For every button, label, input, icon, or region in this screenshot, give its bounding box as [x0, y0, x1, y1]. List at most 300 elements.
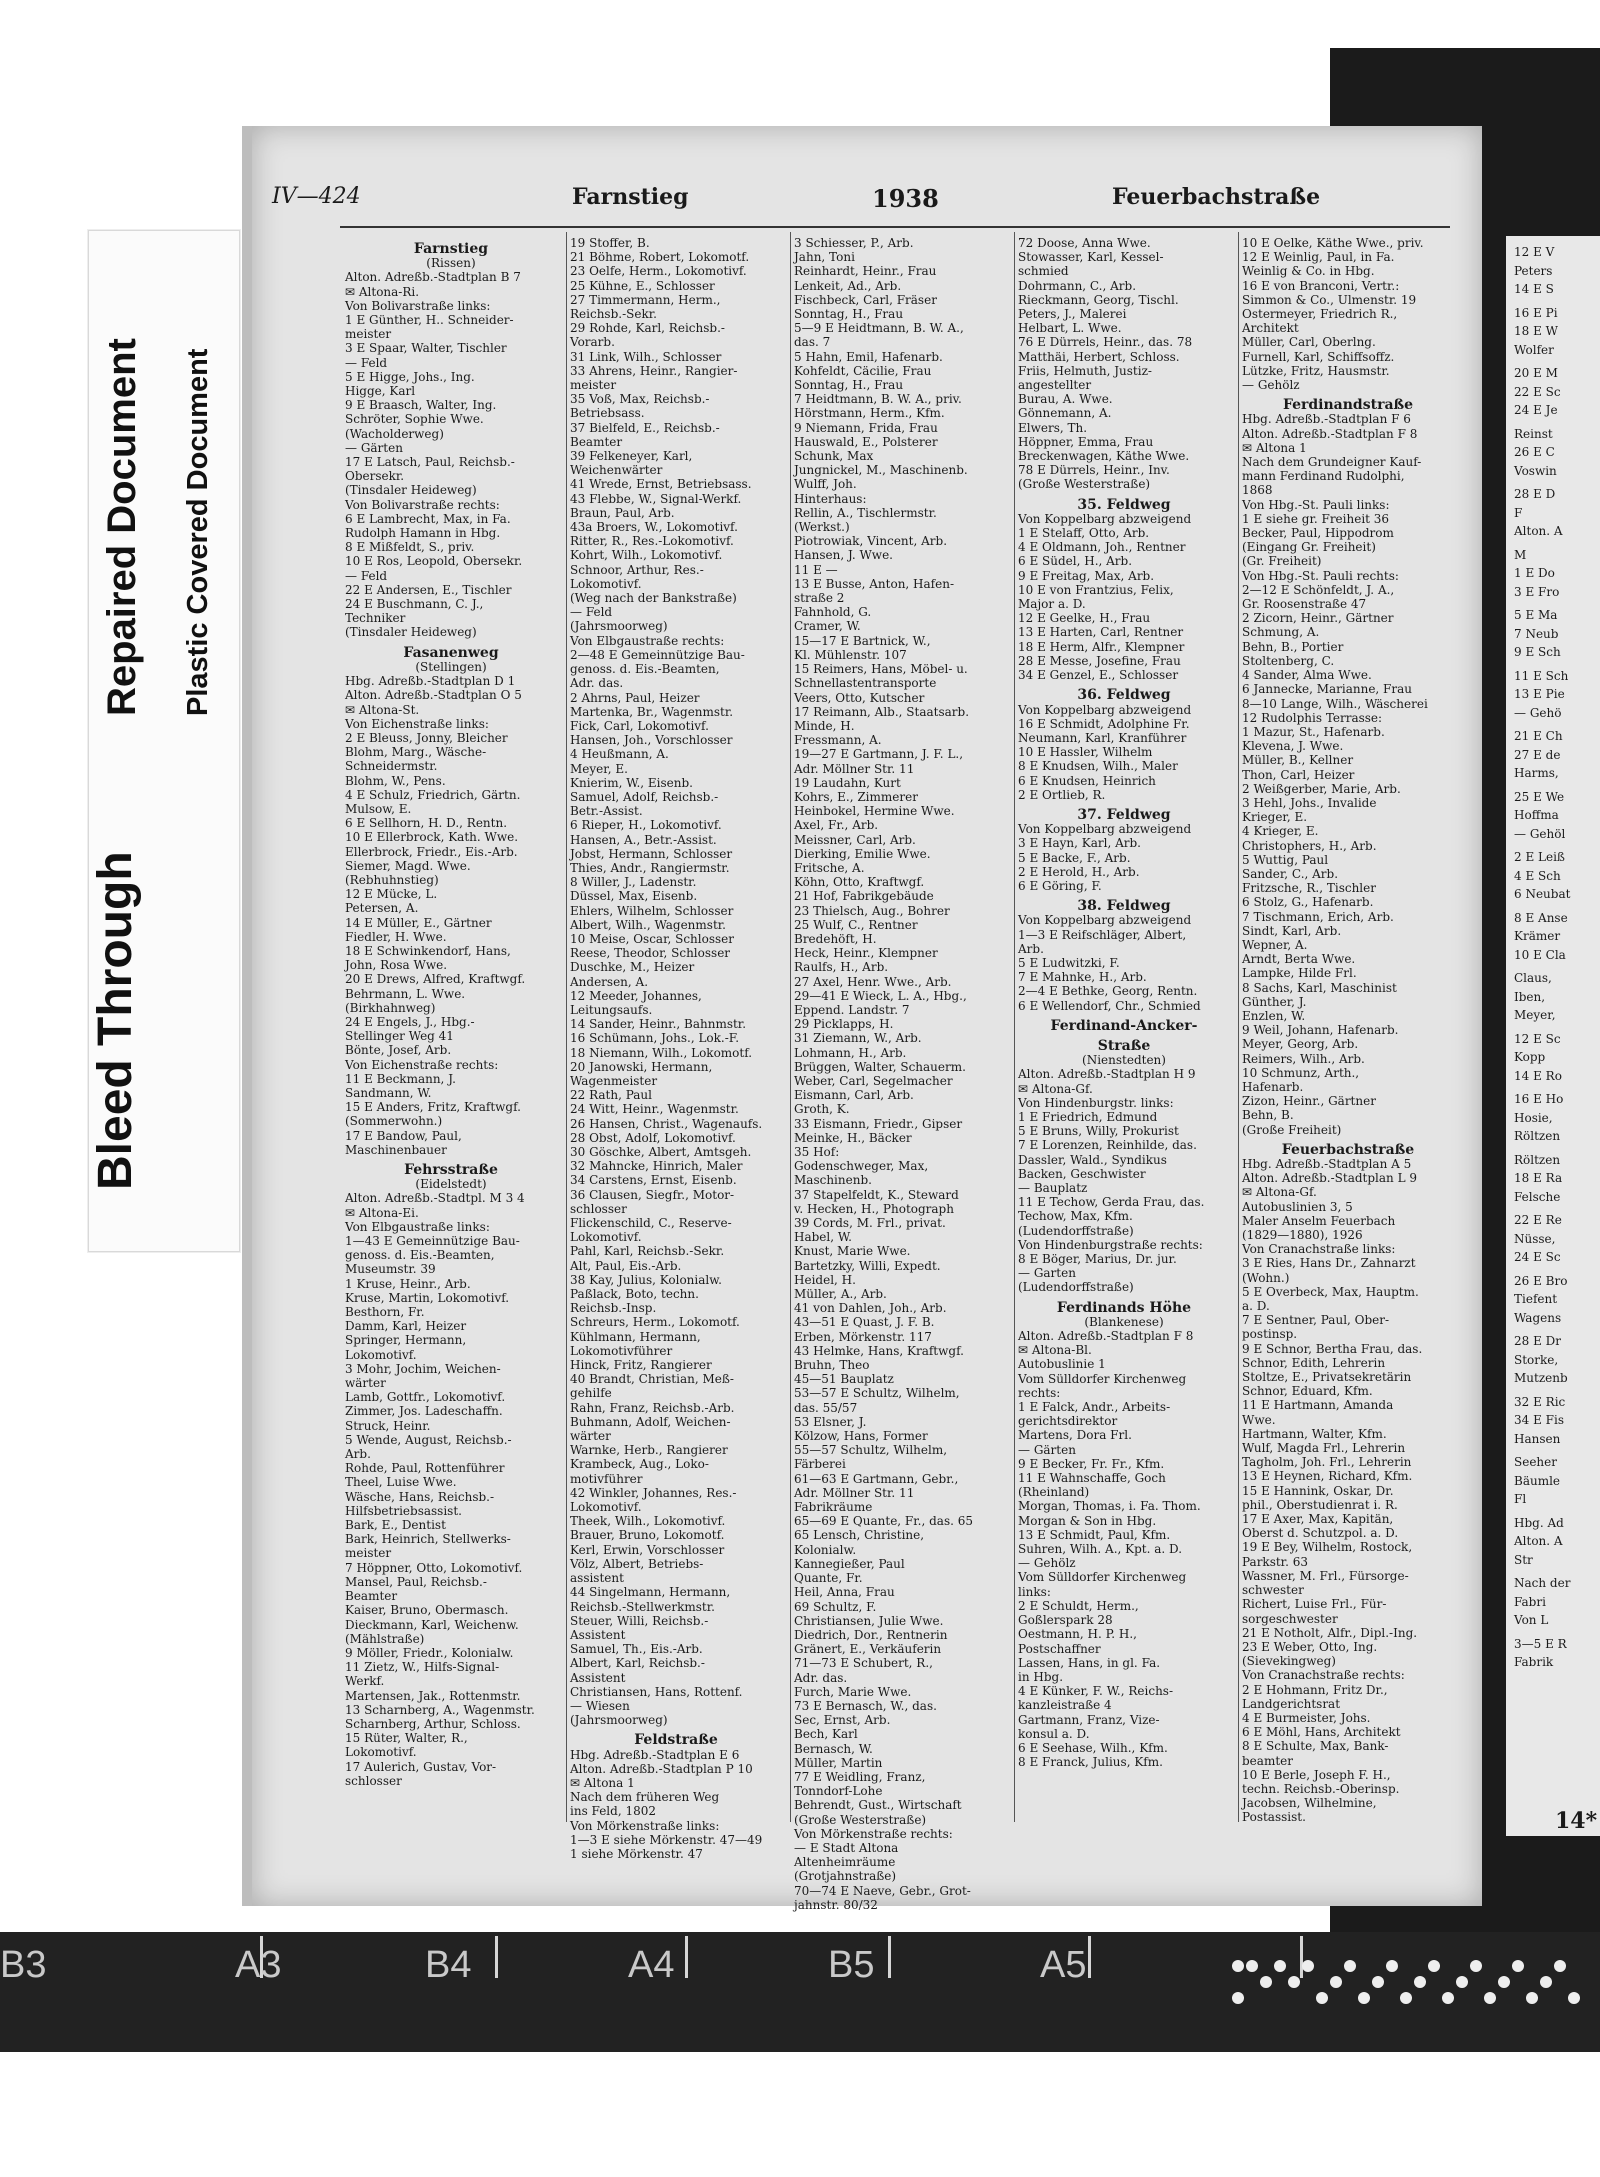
directory-entry: Siemer, Magd. Wwe. [345, 858, 471, 873]
fragment-entry: 7 Neub [1514, 626, 1559, 641]
directory-entry: Veers, Otto, Kutscher [794, 690, 925, 705]
fragment-entry: 18 E W [1514, 324, 1558, 338]
calibration-dot [1386, 1960, 1398, 1972]
directory-entry: 11 Zietz, W., Hilfs-Signal- [345, 1660, 500, 1675]
directory-entry: Sander, C., Arb. [1242, 866, 1339, 881]
directory-entry: 3 Schiesser, P., Arb. [794, 236, 914, 250]
scale-label: B3 [0, 1944, 47, 1986]
directory-entry: 10 E Hassler, Wilhelm [1018, 745, 1153, 760]
directory-entry: 28 E Messe, Josefine, Frau [1018, 653, 1181, 668]
directory-entry: Wulff, Joh. [794, 477, 857, 492]
fragment-entry: Röltzen [1514, 1129, 1561, 1143]
directory-entry: Fabrikräume [794, 1500, 873, 1515]
calibration-dot [1568, 1992, 1580, 2004]
directory-entry: 10 E Ros, Leopold, Obersekr. [345, 554, 523, 569]
directory-entry: — Feld [345, 568, 388, 583]
directory-entry: Bönte, Josef, Arb. [345, 1043, 452, 1058]
year-heading: 1938 [872, 184, 939, 213]
directory-entry: Vom Sülldorfer Kirchenweg [1018, 1371, 1187, 1386]
directory-entry: 9 E Becker, Fr. Fr., Kfm. [1018, 1456, 1165, 1471]
repaired-document-label: Repaired Document [100, 338, 144, 716]
directory-entry: (Gr. Freiheit) [1242, 554, 1322, 569]
directory-entry: Bartetzky, Willi, Expedt. [794, 1258, 941, 1273]
directory-entry: Müller, A., Arb. [794, 1287, 887, 1302]
directory-entry: 18 E Herm, Alfr., Klempner [1018, 639, 1185, 654]
directory-entry: 5 Wende, August, Reichsb.- [345, 1432, 512, 1447]
directory-entry: Behrendt, Gust., Wirtschaft [794, 1798, 962, 1813]
fragment-entry: 24 E Sc [1514, 1250, 1561, 1264]
directory-entry: 12 E Weinlig, Paul, in Fa. [1242, 250, 1395, 265]
fragment-entry: 14 E Ro [1514, 1068, 1562, 1083]
directory-entry: Tonndorf-Lohe [794, 1784, 883, 1799]
directory-entry: 23 Oelfe, Herm., Lokomotivf. [570, 264, 747, 279]
directory-entry: 43—51 E Quast, J. F. B. [794, 1315, 935, 1330]
directory-entry: Postassist. [1242, 1810, 1306, 1825]
directory-entry: 29 Picklapps, H. [794, 1017, 894, 1032]
directory-entry: 9 Möller, Friedr., Kolonialw. [345, 1645, 514, 1660]
directory-entry: 36 Clausen, Siegfr., Motor- [570, 1187, 735, 1202]
fragment-entry: 28 E D [1514, 487, 1556, 501]
directory-entry: 14 Sander, Heinr., Bahnmstr. [570, 1017, 747, 1032]
directory-entry: Martensen, Jak., Rottenmstr. [345, 1688, 521, 1703]
calibration-dot [1484, 1992, 1496, 2004]
directory-entry: techn. Reichsb.-Oberinsp. [1242, 1781, 1400, 1796]
directory-entry: Fahnhold, G. [794, 605, 872, 620]
calibration-dot [1316, 1992, 1328, 2004]
directory-entry: (Birkhahnweg) [345, 1000, 436, 1015]
directory-entry: 31 Ziemann, W., Arb. [794, 1031, 922, 1046]
fragment-entry: 22 E Re [1514, 1213, 1562, 1227]
directory-entry: das. 55/57 [794, 1400, 858, 1415]
directory-entry: Architekt [1242, 321, 1299, 336]
directory-entry: Fritsche, A. [794, 860, 865, 875]
directory-entry: postinsp. [1242, 1327, 1298, 1342]
scale-tick [888, 1936, 891, 1978]
directory-entry: Lokomotivführer [570, 1343, 673, 1358]
directory-entry: Kl. Mühlenstr. 107 [794, 647, 907, 662]
directory-entry: Adr. Möllner Str. 11 [794, 761, 915, 776]
calibration-dot [1526, 1992, 1538, 2004]
directory-entry: Autobuslinie 1 [1018, 1357, 1106, 1372]
directory-entry: 5 E Backe, F., Arb. [1018, 850, 1131, 865]
directory-entry: meister [570, 378, 617, 393]
fragment-entry: M [1514, 547, 1527, 562]
directory-entry: 2 E Bleuss, Jonny, Bleicher [345, 730, 508, 745]
fragment-entry: 6 Neubat [1514, 887, 1571, 901]
directory-entry: Nach dem früheren Weg [570, 1790, 720, 1805]
street-heading: 36. Feldweg [1077, 687, 1171, 704]
fragment-entry: 11 E Sch [1514, 668, 1569, 683]
street-heading: Ferdinand-Ancker- [1050, 1017, 1198, 1034]
directory-entry: Landgerichtsrat [1242, 1696, 1341, 1711]
calibration-dot [1246, 1960, 1258, 1972]
fragment-entry: Von L [1514, 1613, 1549, 1627]
directory-entry: schwester [1242, 1583, 1304, 1598]
directory-entry: — Gehölz [1018, 1556, 1076, 1571]
directory-entry: (Sommerwohn.) [345, 1114, 443, 1129]
fragment-entry: Fabri [1514, 1594, 1546, 1609]
directory-entry: 4 Krieger, E. [1242, 824, 1319, 839]
directory-entry: Furnell, Karl, Schiffsoffz. [1242, 349, 1395, 364]
directory-entry: Altenheimräume [794, 1855, 896, 1870]
directory-entry: 28 Obst, Adolf, Lokomotivf. [570, 1130, 736, 1145]
directory-entry: Quante, Fr. [794, 1571, 863, 1586]
directory-entry: 9 E Braasch, Walter, Ing. [345, 398, 497, 413]
directory-entry: Bruhn, Theo [794, 1358, 870, 1373]
directory-entry: Lokomotivf. [570, 1500, 642, 1515]
directory-entry: 4 E Künker, F. W., Reichs- [1018, 1684, 1174, 1699]
directory-entry: Higge, Karl [345, 384, 416, 399]
directory-entry: Vorarb. [570, 335, 615, 350]
directory-entry: Sonntag, H., Frau [794, 307, 904, 322]
directory-entry: Brüggen, Walter, Schauerm. [794, 1059, 966, 1074]
directory-entry: Dieckmann, Karl, Weichenw. [345, 1617, 519, 1632]
directory-entry: Von Eichenstraße rechts: [345, 1057, 499, 1072]
directory-entry: (Tinsdaler Heideweg) [345, 483, 477, 498]
street-heading: Fehrsstraße [404, 1162, 498, 1178]
fragment-entry: Peters [1514, 263, 1553, 278]
directory-entry: Meyer, E. [570, 761, 628, 776]
directory-entry: 1—3 E Reifschläger, Albert, [1018, 927, 1187, 942]
directory-entry: Vom Sülldorfer Kirchenweg [1018, 1570, 1187, 1585]
fragment-entry: Reinst [1514, 426, 1553, 441]
directory-entry: 23 Thielsch, Aug., Bohrer [794, 903, 950, 918]
directory-entry: 4 E Schulz, Friedrich, Gärtn. [345, 787, 521, 802]
directory-entry: Von Mörkenstraße links: [570, 1818, 720, 1833]
directory-entry: 21 Hof, Fabrikgebäude [794, 889, 934, 904]
directory-entry: Godenschweger, Max, [794, 1159, 929, 1174]
directory-entry: Enzlen, W. [1242, 1008, 1306, 1023]
directory-entry: 6 E Wellendorf, Chr., Schmied [1018, 998, 1201, 1013]
street-heading: Feldstraße [634, 1732, 718, 1749]
directory-entry: 21 E Notholt, Alfr., Dipl.-Ing. [1242, 1625, 1418, 1640]
plastic-covered-label: Plastic Covered Document [182, 348, 214, 716]
directory-entry: 15 Reimers, Hans, Möbel- u. [794, 662, 968, 677]
directory-entry: 4 E Burmeister, Johs. [1242, 1710, 1371, 1725]
directory-entry: Heidel, H. [794, 1272, 856, 1287]
directory-entry: Samuel, Th., Eis.-Arb. [570, 1642, 703, 1657]
directory-entry: 1—3 E siehe Mörkenstr. 47—49 [570, 1832, 763, 1847]
directory-entry: Adr. das. [794, 1670, 848, 1685]
directory-entry: 34 Carstens, Ernst, Eisenb. [570, 1173, 737, 1188]
directory-entry: Hbg. Adreßb.-Stadtplan F 6 [1242, 412, 1411, 427]
street-heading: 35. Feldweg [1077, 496, 1171, 513]
directory-entry: Theel, Luise Wwe. [345, 1475, 457, 1490]
street-heading: 37. Feldweg [1077, 806, 1171, 823]
directory-entry: links: [1018, 1584, 1051, 1599]
directory-entry: 2 E Hohmann, Fritz Dr., [1242, 1682, 1388, 1697]
directory-entry: Kolonialw. [794, 1542, 857, 1557]
directory-entry: 7 E Mahnke, H., Arb. [1018, 970, 1147, 985]
directory-entry: 18 E Schwinkendorf, Hans, [345, 943, 511, 958]
directory-entry: Köhn, Otto, Kraftwgf. [794, 875, 925, 890]
directory-entry: Fiedler, H. Wwe. [345, 929, 447, 944]
directory-entry: Jacobsen, Wilhelmine, [1242, 1796, 1377, 1811]
directory-entry: 16 Schümann, Johs., Lok.-F. [570, 1031, 740, 1046]
directory-entry: Beamter [345, 1589, 398, 1604]
fragment-entry: Kopp [1514, 1050, 1546, 1064]
directory-entry: 12 E Mücke, L. [345, 887, 438, 902]
directory-entry: Kruse, Martin, Lokomotivf. [345, 1290, 510, 1305]
directory-entry: Arndt, Berta Wwe. [1242, 952, 1356, 967]
directory-entry: Dassler, Wald., Syndikus [1018, 1152, 1167, 1167]
directory-entry: 2 E Schuldt, Herm., [1018, 1598, 1139, 1613]
directory-entry: Bernasch, W. [794, 1741, 873, 1756]
directory-entry: straße 2 [794, 591, 845, 606]
directory-entry: Fischbeck, Carl, Fräser [794, 292, 937, 307]
directory-entry: 9 Niemann, Frida, Frau [794, 420, 938, 435]
directory-entry: Simmon & Co., Ulmenstr. 19 [1242, 292, 1417, 307]
directory-entry: — E Stadt Altona [794, 1840, 899, 1855]
directory-entry: 37 Bielfeld, E., Reichsb.- [570, 420, 720, 435]
directory-entry: genoss. d. Eis.-Beamten, [345, 1248, 495, 1263]
directory-entry: Museumstr. 39 [345, 1262, 436, 1277]
directory-entry: Lenkeit, Ad., Arb. [794, 278, 902, 293]
directory-entry: 19 Stoffer, B. [570, 236, 650, 250]
directory-entry: Besthorn, Fr. [345, 1305, 425, 1320]
bleed-through-label: Bleed Through [89, 851, 142, 1190]
directory-entry: Albert, Karl, Reichsb.- [570, 1656, 705, 1671]
directory-entry: Kerl, Erwin, Vorschlosser [570, 1542, 725, 1557]
directory-entry: Neumann, Karl, Kranführer [1018, 730, 1187, 745]
directory-entry: 6 E Sellhorn, H. D., Rentn. [345, 816, 508, 831]
directory-entry: Warnke, Herb., Rangierer [570, 1443, 728, 1458]
directory-entry: (Mählstraße) [345, 1631, 425, 1646]
directory-entry: 77 E Weidling, Franz, [794, 1769, 926, 1784]
directory-entry: Rohde, Paul, Rottenführer [345, 1461, 505, 1476]
directory-entry: 17 Reimann, Alb., Staatsarb. [794, 704, 970, 719]
directory-entry: Weber, Carl, Segelmacher [794, 1073, 953, 1088]
signature-mark: 14* [1555, 1808, 1598, 1834]
directory-entry: (Große Westerstraße) [1018, 477, 1151, 492]
fragment-entry: Harms, [1514, 766, 1559, 780]
directory-entry: 13 Scharnberg, A., Wagenmstr. [345, 1702, 535, 1717]
directory-entry: Fressmann, A. [794, 733, 882, 748]
directory-entry: 6 E Südel, H., Arb. [1018, 554, 1133, 569]
directory-entry: 71—73 E Schubert, R., [794, 1656, 933, 1671]
directory-entry: Wäsche, Hans, Reichsb.- [345, 1489, 495, 1504]
directory-entry: Autobuslinien 3, 5 [1242, 1199, 1353, 1214]
directory-entry: 5 E Ludwitzki, F. [1018, 955, 1120, 970]
directory-entry: Stowasser, Karl, Kessel- [1018, 250, 1164, 265]
scale-tick [685, 1936, 688, 1978]
directory-entry: v. Hecken, H., Photograph [794, 1201, 954, 1216]
directory-entry: 33 Eismann, Friedr., Gipser [794, 1116, 963, 1131]
directory-entry: phil., Oberstudienrat i. R. [1242, 1497, 1398, 1512]
directory-entry: 11 E Techow, Gerda Frau, das. [1018, 1195, 1205, 1210]
directory-entry: Theek, Wilh., Lokomotivf. [570, 1514, 726, 1529]
directory-entry: Cramer, W. [794, 619, 861, 634]
directory-entry: Bredehöft, H. [794, 931, 877, 946]
calibration-dot [1274, 1960, 1286, 1972]
directory-entry: (Ludendorffstraße) [1018, 1280, 1134, 1295]
directory-entry: Lampke, Hilde Frl. [1242, 966, 1357, 981]
directory-entry: Hbg. Adreßb.-Stadtplan E 6 [570, 1747, 740, 1762]
directory-entry: (Wohn.) [1242, 1270, 1290, 1285]
directory-entry: Mulsow, E. [345, 801, 412, 816]
directory-entry: Adr. das. [570, 676, 624, 691]
directory-entry: Arb. [1018, 941, 1044, 956]
directory-entry: Hansen, J. Wwe. [794, 548, 893, 563]
street-heading: Farnstieg [413, 241, 489, 257]
directory-entry: Völz, Albert, Betriebs- [570, 1556, 704, 1571]
directory-entry: 39 Cords, M. Frl., privat. [794, 1216, 946, 1231]
street-heading: Ferdinandstraße [1282, 397, 1414, 414]
directory-entry: Knust, Marie Wwe. [794, 1244, 911, 1259]
directory-entry: 41 Wrede, Ernst, Betriebsass. [570, 477, 752, 492]
fragment-entry: Nüsse, [1514, 1231, 1556, 1246]
directory-column-4 [1018, 236, 1230, 1826]
directory-entry: meister [345, 327, 392, 342]
directory-entry: 43a Broers, W., Lokomotivf. [570, 520, 738, 535]
directory-entry: Ritter, R., Res.-Lokomotivf. [570, 534, 734, 549]
directory-entry: 39 Felkeneyer, Karl, [570, 449, 693, 464]
directory-entry: — Gärten [1018, 1442, 1076, 1457]
directory-entry: 69 Schultz, F. [794, 1599, 877, 1614]
directory-entry: Alton. Adreßb.-Stadtpl. M 3 4 [345, 1191, 525, 1206]
directory-entry: Wepner, A. [1242, 937, 1308, 952]
fragment-entry: Bäumle [1514, 1473, 1561, 1488]
fragment-entry: 34 E Fis [1514, 1413, 1564, 1427]
directory-entry: — Bauplatz [1018, 1181, 1088, 1195]
directory-entry: Oestmann, H. P. H., [1018, 1627, 1137, 1642]
directory-entry: Sandmann, W. [345, 1085, 432, 1100]
directory-entry: 9 Weil, Johann, Hafenarb. [1242, 1023, 1399, 1038]
directory-entry: Von Bolivarstraße links: [345, 298, 491, 313]
directory-entry: Von Elbgaustraße links: [345, 1219, 490, 1234]
directory-entry: 8 E Franck, Julius, Kfm. [1018, 1755, 1163, 1770]
directory-entry: 26 Hansen, Christ., Wagenaufs. [570, 1116, 763, 1131]
directory-entry: Obersekr. [345, 469, 405, 484]
directory-entry: 6 E Göring, F. [1018, 878, 1102, 893]
directory-entry: ✉ Altona 1 [1242, 440, 1307, 455]
directory-entry: Schnoor, Arthur, Res.- [570, 562, 704, 577]
directory-entry: 12 Meeder, Johannes, [570, 988, 702, 1003]
directory-entry: Alton. Adreßb.-Stadtplan O 5 [345, 688, 522, 703]
directory-entry: Düssel, Max, Eisenb. [570, 889, 698, 904]
directory-entry: Wagenmeister [570, 1073, 658, 1088]
directory-entry: 10 E Berle, Joseph F. H., [1242, 1767, 1391, 1782]
calibration-dot [1554, 1960, 1566, 1972]
directory-entry: Hauswald, E., Polsterer [794, 434, 938, 449]
directory-entry: Bark, Heinrich, Stellwerks- [345, 1532, 511, 1547]
fragment-entry: Seeher [1514, 1455, 1557, 1469]
directory-entry: ✉ Altona-St. [345, 702, 420, 717]
directory-entry: Helbart, L. Wwe. [1018, 321, 1122, 336]
directory-entry: Schmung, A. [1242, 625, 1320, 640]
directory-entry: 6 Stolz, G., Hafenarb. [1242, 895, 1374, 910]
directory-entry: Rudolph Hamann in Hbg. [345, 526, 501, 541]
fragment-entry: 28 E Dr [1514, 1334, 1562, 1348]
directory-entry: Christophers, H., Arb. [1242, 838, 1377, 853]
directory-entry: Piotrowiak, Vincent, Arb. [794, 534, 948, 549]
directory-entry: 6 E Seehase, Wilh., Kfm. [1018, 1740, 1168, 1755]
directory-entry: Behn, B., Portier [1242, 639, 1344, 654]
directory-entry: Von Elbgaustraße rechts: [570, 633, 725, 648]
directory-entry: Kühlmann, Hermann, [570, 1329, 701, 1344]
directory-entry: 78 E Dürrels, Heinr., Inv. [1018, 463, 1170, 478]
directory-entry: Breckenwagen, Käthe Wwe. [1018, 449, 1190, 464]
directory-entry: Heil, Anna, Frau [794, 1585, 895, 1600]
fragment-entry: Fl [1514, 1492, 1527, 1506]
directory-entry: beamter [1242, 1753, 1293, 1768]
directory-entry: 2 E Herold, H., Arb. [1018, 864, 1140, 879]
calibration-dot [1330, 1976, 1342, 1988]
fragment-entry: 8 E Anse [1514, 910, 1568, 925]
directory-entry: 6 Jannecke, Marianne, Frau [1242, 682, 1412, 697]
directory-entry: — Gärten [345, 440, 403, 455]
directory-entry: 5 Hahn, Emil, Hafenarb. [794, 349, 943, 364]
directory-entry: 19 E Bey, Wilhelm, Rostock, [1242, 1540, 1413, 1555]
scale-label: B5 [828, 1944, 875, 1986]
scale-label: B4 [425, 1944, 472, 1986]
directory-entry: sorgeschwester [1242, 1611, 1338, 1626]
directory-entry: 29—41 E Wieck, L. A., Hbg., [794, 988, 967, 1003]
calibration-dot-pattern [1232, 1960, 1600, 2040]
directory-entry: 10 Schmunz, Arth., [1242, 1065, 1360, 1080]
directory-entry: Hansen, Joh., Vorschlosser [570, 733, 733, 748]
directory-entry: 5 Wuttig, Paul [1242, 852, 1329, 867]
directory-entry: Alton. Adreßb.-Stadtplan H 9 [1018, 1067, 1196, 1082]
directory-entry: Assistent [570, 1627, 626, 1642]
directory-entry: Gränert, E., Verkäuferin [794, 1642, 942, 1657]
directory-entry: Schnellastentransporte [794, 676, 937, 691]
directory-entry: Springer, Hermann, [345, 1333, 467, 1348]
directory-entry: genoss. d. Eis.-Beamten, [570, 662, 720, 677]
directory-entry: wärter [345, 1376, 386, 1391]
fragment-entry: Wolfer [1514, 342, 1554, 357]
fragment-entry: 12 E V [1514, 245, 1555, 259]
directory-entry: Arb. [345, 1447, 371, 1462]
column-divider [1238, 232, 1239, 1822]
directory-entry: 2—48 E Gemeinnützige Bau- [570, 647, 745, 662]
fragment-entry: Claus, [1514, 971, 1552, 985]
directory-entry: Stoltze, E., Privatsekretärin [1242, 1370, 1412, 1385]
directory-entry: Groth, K. [794, 1102, 850, 1117]
directory-entry: Meinke, H., Bäcker [794, 1130, 912, 1145]
directory-entry: 1—43 E Gemeinnützige Bau- [345, 1234, 520, 1249]
scale-label: A3 [235, 1944, 282, 1986]
directory-entry: Fritzsche, R., Tischler [1242, 881, 1376, 896]
calibration-dot [1414, 1976, 1426, 1988]
directory-entry: 44 Singelmann, Hermann, [570, 1585, 731, 1600]
fragment-entry: 12 E Sc [1514, 1031, 1561, 1046]
directory-entry: — Feld [345, 355, 388, 370]
fragment-entry: 9 E Sch [1514, 645, 1561, 659]
fragment-entry: Iben, [1514, 989, 1546, 1004]
directory-entry: Maler Anselm Feuerbach [1242, 1213, 1396, 1228]
directory-entry: (Rissen) [426, 256, 476, 271]
directory-entry: Lokomotivf. [570, 576, 642, 591]
directory-entry: Wulf, Magda Frl., Lehrerin [1242, 1441, 1406, 1456]
directory-entry: Christiansen, Hans, Rottenf. [570, 1684, 743, 1699]
directory-entry: Thies, Andr., Rangiermstr. [570, 860, 730, 875]
directory-entry: Wwe. [1242, 1412, 1276, 1427]
directory-entry: Schnor, Eduard, Kfm. [1242, 1384, 1373, 1399]
directory-entry: Oberst d. Schutzpol. a. D. [1242, 1526, 1399, 1541]
directory-entry: 2 Ahrns, Paul, Heizer [570, 690, 700, 705]
calibration-dot [1260, 1976, 1272, 1988]
directory-entry: ✉ Altona-Ri. [345, 284, 420, 299]
directory-entry: 76 E Dürrels, Heinr., das. 78 [1018, 335, 1193, 350]
directory-entry: 70—74 E Naeve, Gebr., Grot- [794, 1883, 971, 1898]
fragment-entry: — Gehöl [1514, 826, 1566, 841]
fragment-entry: — Gehö [1514, 705, 1562, 720]
directory-entry: Gartmann, Franz, Vize- [1018, 1712, 1160, 1727]
directory-entry: Von Koppelbarg abzweigend [1018, 913, 1192, 928]
directory-entry: 2 Zicorn, Heinr., Gärtner [1242, 611, 1394, 626]
directory-entry: 8 Sachs, Karl, Maschinist [1242, 980, 1397, 995]
